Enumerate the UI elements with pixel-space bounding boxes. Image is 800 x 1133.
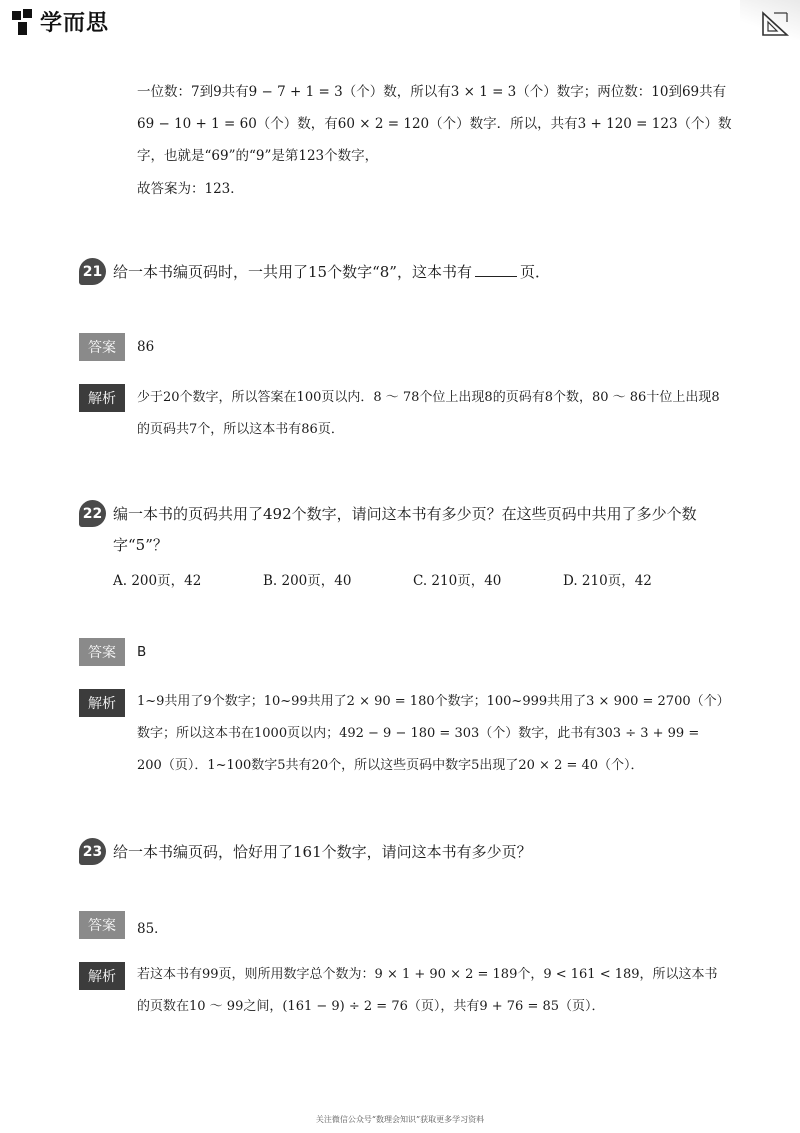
prev-solution-line-3: 字，也就是“69”的“9”是第123个数字， [137, 148, 379, 164]
option-b[interactable]: B. 200页，40 [263, 573, 352, 589]
geometry-set-square-icon [760, 10, 790, 38]
explanation-text: 少于20个数字，所以答案在100页以内．8 ～ 78个位上出现8的页码有8个数，80 ～ 86十位上出现8的页码共7个，所以这本书有86页． [137, 390, 720, 437]
question-text: 给一本书编页码，恰好用了161个数字，请问这本书有多少页？ [113, 843, 532, 861]
question-number-badge: 22 [79, 500, 106, 527]
explanation-label: 解析 [79, 384, 125, 412]
prev-solution-line-2: 69 − 10 + 1 = 60（个）数，有60 × 2 = 120（个）数字．所以，共有3 + 120 = 123（个）数 [137, 116, 732, 132]
question-text-after: 页． [519, 263, 550, 281]
question-text-before: 给一本书编页码时，一共用了15个数字“8”，这本书有 [113, 263, 472, 281]
answer-value: 86 [137, 339, 155, 355]
option-d[interactable]: D. 210页，42 [563, 573, 652, 589]
explanation-text: 1~9共用了9个数字；10~99共用了2 × 90 = 180个数字；100~999共用了3 × 900 = 2700（个）数字；所以这本书在1000页以内；492 − 9 − 180 = 303（个）数字，此书有303 ÷ 3 + 99 = 200（页）．1~100数字5共有20个，所以这些页码中数字5出现了20 × 2 = 40（个）． [137, 694, 724, 773]
question-text [113, 257, 723, 288]
answer-value: 85． [137, 921, 168, 937]
explanation-label: 解析 [79, 689, 125, 717]
option-a[interactable]: A. 200页，42 [113, 573, 202, 589]
prev-solution-line-1: 一位数：7到9共有9 − 7 + 1 = 3（个）数，所以有3 × 1 = 3（个）数字；两位数：10到69共有 [137, 84, 727, 100]
question-number-badge: 23 [79, 838, 106, 865]
choice-options [113, 569, 713, 589]
answer-value: B [137, 644, 147, 660]
explanation-text: 若这本书有99页，则所用数字总个数为：9 × 1 + 90 × 2 = 189个，9 < 161 < 189，所以这本书的页数在10 ～ 99之间，(161 − 9) ÷ 2 = 76（页），共有9 + 76 = 85（页）． [137, 967, 718, 1014]
question-text: 编一本书的页码共用了492个数字，请问这本书有多少页？在这些页码中共用了多少个数字“5”？ [113, 505, 697, 554]
logo-mark-icon [10, 7, 36, 37]
answer-label: 答案 [79, 333, 125, 361]
answer-label: 答案 [79, 911, 125, 939]
answer-blank [475, 262, 517, 277]
explanation-label: 解析 [79, 962, 125, 990]
footer-watermark: 关注微信公众号“数理会知识”获取更多学习资料 [315, 1115, 485, 1124]
answer-label: 答案 [79, 638, 125, 666]
question-number-badge: 21 [79, 258, 106, 285]
brand-logo [10, 6, 109, 37]
option-c[interactable]: C. 210页，40 [413, 573, 502, 589]
logo-text: 学而思 [40, 11, 110, 36]
prev-solution-line-4: 故答案为：123． [137, 181, 244, 197]
